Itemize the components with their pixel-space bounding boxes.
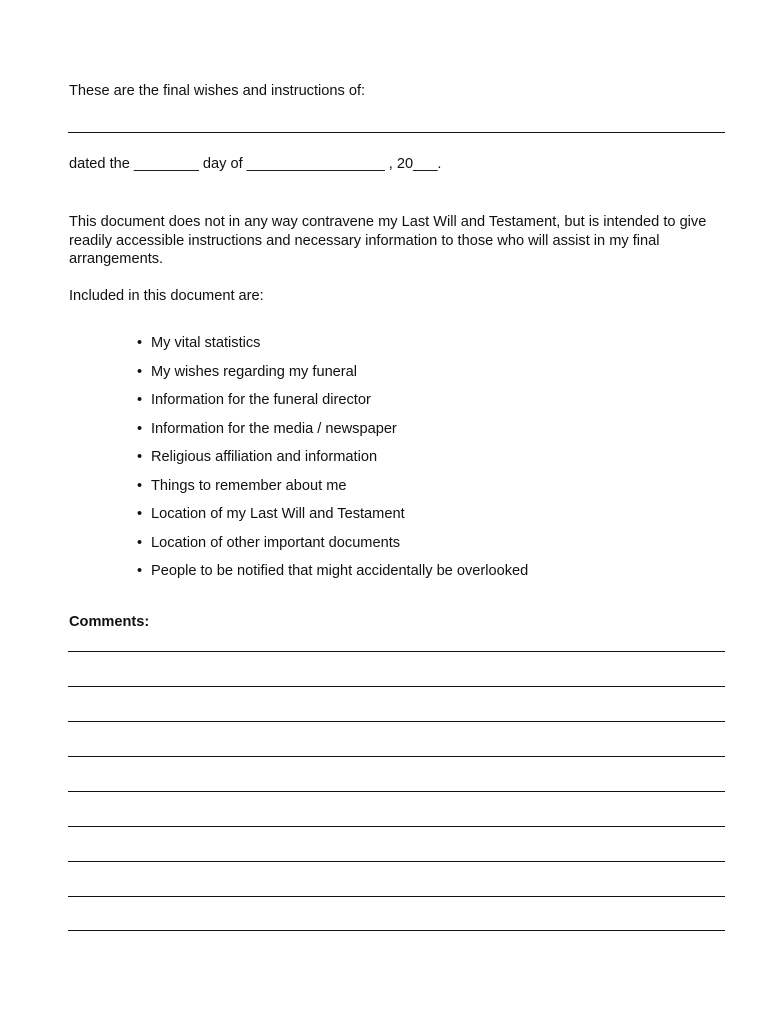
comment-line[interactable]: [68, 861, 725, 862]
contents-list: [137, 334, 528, 591]
bullet-icon: •: [137, 563, 143, 579]
name-blank-line[interactable]: [68, 132, 725, 133]
bullet-icon: •: [137, 420, 143, 437]
comment-line[interactable]: [68, 791, 725, 792]
bullet-icon: •: [137, 506, 143, 522]
list-item: [137, 562, 528, 591]
list-item: [137, 505, 528, 534]
comment-line[interactable]: [68, 896, 725, 897]
comment-line[interactable]: [68, 826, 725, 827]
comment-line[interactable]: [68, 756, 725, 757]
bullet-icon: •: [137, 477, 143, 494]
bullet-icon: •: [137, 363, 143, 380]
list-item: [137, 363, 528, 392]
list-item: [137, 420, 528, 449]
list-item-label: Information for the media / newspaper: [151, 420, 397, 437]
list-item-label: Information for the funeral director: [151, 392, 371, 408]
list-item: [137, 477, 528, 506]
list-item: [137, 534, 528, 563]
comment-line[interactable]: [68, 686, 725, 687]
list-item: [137, 391, 528, 420]
included-heading: Included in this document are:: [69, 288, 264, 304]
intro-heading: These are the final wishes and instructions of:: [69, 83, 366, 99]
list-item-label: My wishes regarding my funeral: [151, 363, 358, 380]
list-item-label: Religious affiliation and information: [151, 449, 378, 465]
purpose-paragraph: This document does not in any way contravene my Last Will and Testament, but is intended to give readily accessible instructions and necessary information to those who will assist in my final arrangements.: [69, 214, 707, 267]
list-item: [137, 334, 528, 363]
list-item-label: Location of other important documents: [151, 534, 401, 551]
list-item-label: People to be notified that might accidentally be overlooked: [151, 563, 529, 579]
list-item-label: Things to remember about me: [151, 477, 347, 494]
list-item-label: Location of my Last Will and Testament: [151, 506, 405, 522]
comments-label: Comments:: [69, 614, 150, 630]
comment-line[interactable]: [68, 930, 725, 931]
comment-line[interactable]: [68, 721, 725, 722]
list-item: [137, 448, 528, 477]
bullet-icon: •: [137, 392, 143, 408]
bullet-icon: •: [137, 335, 143, 351]
bullet-icon: •: [137, 449, 143, 465]
dated-line: dated the ________ day of _________________ , 20___.: [69, 156, 442, 172]
bullet-icon: •: [137, 534, 143, 551]
list-item-label: My vital statistics: [151, 335, 261, 351]
comment-line[interactable]: [68, 651, 725, 652]
